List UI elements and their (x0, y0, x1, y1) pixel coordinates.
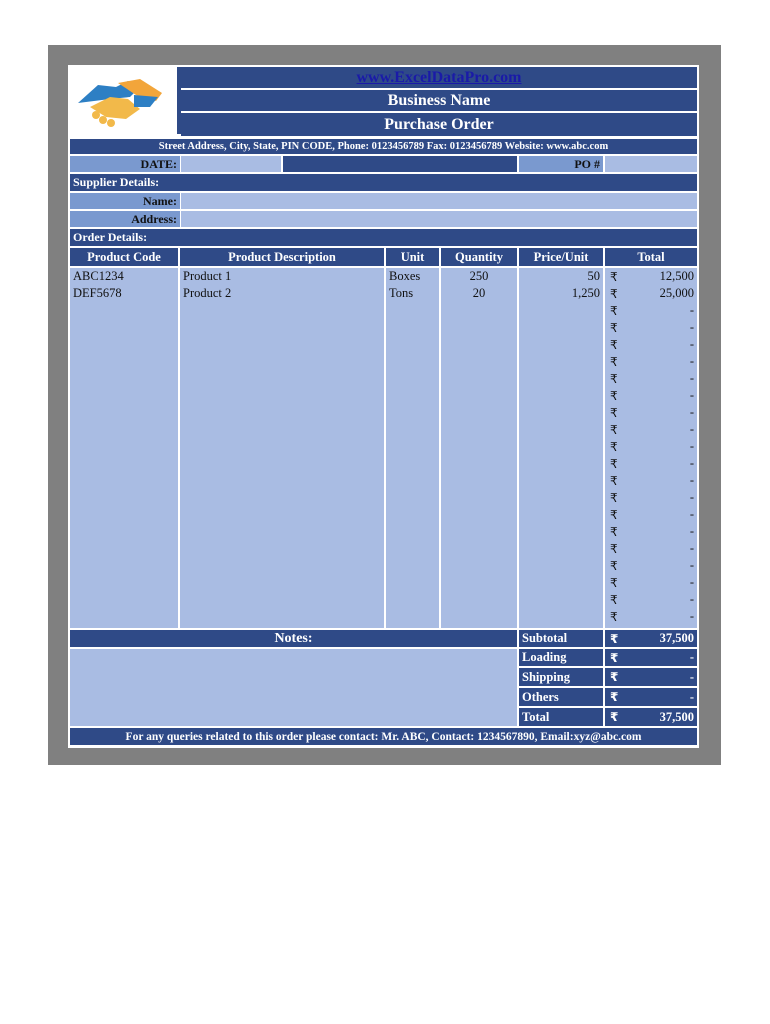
line-total: - (689, 490, 694, 504)
row2-description[interactable]: Product 2 (183, 286, 232, 300)
line-total: - (689, 337, 694, 351)
shipping-value-cell[interactable] (605, 668, 697, 686)
total-line (605, 319, 697, 336)
date-field[interactable] (181, 156, 281, 172)
line-total: - (689, 473, 694, 487)
total-line (605, 353, 697, 370)
total-line (605, 523, 697, 540)
notes-label: Notes: (70, 630, 517, 647)
rupee-icon: ₹ (610, 456, 618, 471)
col-body-product-description (180, 268, 384, 628)
grand-total-value: 37,500 (659, 709, 694, 724)
total-value-cell (605, 708, 697, 726)
total-column-lines (605, 268, 697, 628)
row2-quantity[interactable]: 20 (472, 286, 486, 300)
rupee-icon: ₹ (610, 670, 619, 684)
total-line (605, 336, 697, 353)
total-line (605, 285, 697, 302)
others-value: - (689, 689, 694, 704)
business-name: Business Name (181, 90, 697, 111)
shipping-value: - (689, 669, 694, 684)
rupee-icon: ₹ (610, 337, 618, 352)
rupee-icon: ₹ (610, 575, 618, 590)
row1-code[interactable]: ABC1234 (73, 269, 124, 283)
col-header-product-code: Product Code (70, 248, 178, 266)
row1-price[interactable]: 50 (587, 269, 600, 283)
date-spacer (283, 156, 517, 172)
rupee-icon: ₹ (610, 303, 618, 318)
supplier-name-field[interactable] (181, 193, 697, 209)
total-line (605, 557, 697, 574)
rupee-icon: ₹ (610, 320, 618, 335)
loading-value: - (689, 650, 694, 664)
line-total: - (689, 320, 694, 334)
logo (70, 67, 177, 134)
subtotal-value: 37,500 (659, 631, 694, 645)
col-body-product-code (70, 268, 178, 628)
rupee-icon: ₹ (610, 269, 618, 284)
line-total: - (689, 354, 694, 368)
po-label: PO # (519, 156, 603, 172)
website-link[interactable]: www.ExcelDataPro.com (356, 68, 522, 86)
supplier-address-field[interactable] (181, 211, 697, 227)
footer-contact: For any queries related to this order please contact: Mr. ABC, Contact: 1234567890, Email:xyz@abc.com (70, 728, 697, 745)
rupee-icon: ₹ (610, 507, 618, 522)
col-header-unit: Unit (386, 248, 439, 266)
loading-label: Loading (519, 649, 603, 666)
line-total: - (689, 609, 694, 623)
rupee-icon: ₹ (610, 388, 618, 403)
rupee-icon: ₹ (610, 592, 618, 607)
line-total: - (689, 422, 694, 436)
line-total: - (689, 592, 694, 606)
rupee-icon: ₹ (610, 354, 618, 369)
po-field[interactable] (605, 156, 697, 172)
subtotal-value-cell (605, 630, 697, 647)
shipping-label: Shipping (519, 668, 603, 686)
rupee-icon: ₹ (610, 558, 618, 573)
col-body-quantity (441, 268, 517, 628)
rupee-icon: ₹ (610, 371, 618, 386)
rupee-icon: ₹ (610, 422, 618, 437)
total-line (605, 404, 697, 421)
loading-value-cell[interactable] (605, 649, 697, 666)
rupee-icon: ₹ (610, 473, 618, 488)
rupee-icon: ₹ (610, 650, 619, 665)
rupee-icon: ₹ (610, 405, 618, 420)
line-total: - (689, 371, 694, 385)
col-header-price-unit: Price/Unit (519, 248, 603, 266)
rupee-icon: ₹ (610, 286, 618, 301)
rupee-icon: ₹ (610, 439, 618, 454)
line-total: - (689, 439, 694, 453)
total-line (605, 387, 697, 404)
others-value-cell[interactable] (605, 688, 697, 706)
rupee-icon: ₹ (610, 524, 618, 539)
total-line (605, 608, 697, 625)
total-line (605, 472, 697, 489)
row2-unit[interactable]: Tons (389, 286, 414, 300)
col-header-quantity: Quantity (441, 248, 517, 266)
line-total: - (689, 507, 694, 521)
website-row (181, 67, 697, 88)
col-body-unit (386, 268, 439, 628)
date-label: DATE: (70, 156, 180, 172)
address-line: Street Address, City, State, PIN CODE, Phone: 0123456789 Fax: 0123456789 Website: www.abc.com (70, 139, 697, 154)
col-header-total: Total (605, 248, 697, 266)
line-total: - (689, 541, 694, 555)
total-line (605, 591, 697, 608)
purchase-order-page (68, 65, 699, 748)
line-total: 12,500 (659, 269, 694, 283)
rupee-icon: ₹ (610, 631, 619, 646)
line-total: - (689, 405, 694, 419)
total-line (605, 540, 697, 557)
line-total: - (689, 388, 694, 402)
notes-field[interactable] (70, 649, 517, 726)
rupee-icon: ₹ (610, 609, 618, 624)
rupee-icon: ₹ (610, 710, 619, 724)
total-line (605, 489, 697, 506)
row1-unit[interactable]: Boxes (389, 269, 421, 283)
sheet-background (48, 45, 721, 765)
total-line (605, 574, 697, 591)
row2-code[interactable]: DEF5678 (73, 286, 122, 300)
line-total: - (689, 558, 694, 572)
total-line (605, 455, 697, 472)
total-line (605, 268, 697, 285)
rupee-icon: ₹ (610, 690, 619, 704)
line-total: - (689, 575, 694, 589)
line-total: - (689, 524, 694, 538)
line-total: - (689, 303, 694, 317)
col-header-product-description: Product Description (180, 248, 384, 266)
others-label: Others (519, 688, 603, 706)
total-line (605, 302, 697, 319)
row1-quantity[interactable]: 250 (469, 269, 489, 283)
total-line (605, 421, 697, 438)
handshake-icon (70, 67, 177, 134)
page-title: Purchase Order (181, 113, 697, 136)
total-line (605, 370, 697, 387)
col-body-price-unit (519, 268, 603, 628)
total-line (605, 506, 697, 523)
rupee-icon: ₹ (610, 541, 618, 556)
line-total: 25,000 (659, 286, 694, 300)
total-label: Total (519, 708, 603, 726)
line-total: - (689, 456, 694, 470)
subtotal-label: Subtotal (519, 630, 603, 647)
supplier-address-label: Address: (70, 211, 180, 227)
supplier-section-label: Supplier Details: (70, 174, 697, 191)
supplier-name-label: Name: (70, 193, 180, 209)
row1-description[interactable]: Product 1 (183, 269, 232, 283)
row2-price[interactable]: 1,250 (571, 286, 600, 300)
order-section-label: Order Details: (70, 229, 697, 246)
total-line (605, 438, 697, 455)
rupee-icon: ₹ (610, 490, 618, 505)
